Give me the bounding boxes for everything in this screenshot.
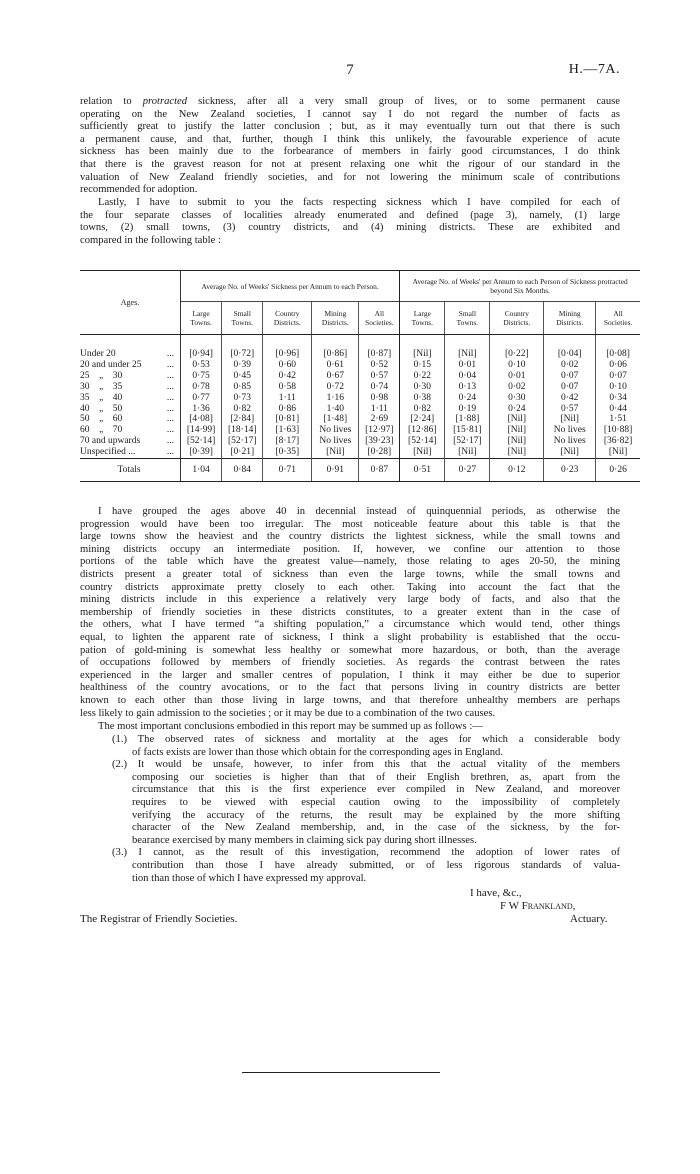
table-row <box>80 414 640 425</box>
age-label: 40 „ 50 <box>80 403 123 414</box>
value-cell: [0·35] <box>263 447 312 458</box>
grouped-paragraph <box>80 506 620 720</box>
age-label: 20 and under 25 <box>80 359 142 370</box>
value-cell: 0·39 <box>222 360 263 371</box>
value-cell: 0·01 <box>445 360 490 371</box>
value-cell: [39·23] <box>359 436 400 447</box>
conclusions-intro: The most important conclusions embodied in this report may be summed up as follows :— <box>98 721 483 732</box>
totals-cell: 0·91 <box>312 459 359 482</box>
value-cell: 1·36 <box>192 403 210 414</box>
value-cell: [Nil] <box>544 414 596 425</box>
value-cell: [Nil] <box>490 447 544 458</box>
intro-line <box>80 109 620 122</box>
conclusion-line: (3.) I cannot, as the result of this investigation, recommend the adoption of lower rates of <box>112 847 620 859</box>
column-header: Large Towns. <box>400 302 445 335</box>
value-cell: No lives <box>312 425 359 436</box>
column-header: Small Towns. <box>445 302 490 335</box>
value-cell: [18·14] <box>222 425 263 436</box>
leader-dots: ... <box>166 436 174 447</box>
grouped-lines-line: mining districts include in this experience a relatively very large body of facts, and also that the <box>80 594 620 606</box>
intro-segment: operating on the New Zealand societies, I cannot say I do not regard the number of facts as <box>80 108 620 120</box>
value-cell: [1·48] <box>312 414 359 425</box>
value-cell: [0·21] <box>222 447 263 458</box>
leader-dots: ... <box>166 359 174 370</box>
intro-line <box>80 96 620 109</box>
value-cell: 0·04 <box>445 371 490 382</box>
intro-line <box>80 146 620 159</box>
age-label: 35 „ 40 <box>80 392 123 403</box>
grouped-lines-line: membership of friendly societies in these districts constitutes, to a greater extent than in the case of <box>80 606 620 618</box>
value-cell: [8·17] <box>263 436 312 447</box>
age-cell <box>80 447 181 458</box>
age-label: 60 „ 70 <box>80 425 123 436</box>
value-cell: 0·34 <box>596 393 640 404</box>
conclusion-line: (1.) The observed rates of sickness and mortality at the ages for which a considerable body <box>112 734 620 745</box>
value-cell: [0·94] <box>189 349 213 359</box>
conclusion-line: bearance exercised by many members in claiming sick pay during short illnesses. <box>132 834 477 846</box>
grouped-lines-line: experienced in the larger and smaller centres of population, I think it may either be due to superior <box>80 669 620 681</box>
leader-dots: ... <box>166 447 174 458</box>
page-header <box>80 62 620 82</box>
value-cell: [12·86] <box>400 425 445 436</box>
value-cell: 0·42 <box>263 371 312 382</box>
page-number: 7 <box>346 62 354 78</box>
totals-cell: 1·04 <box>181 459 222 482</box>
leader-dots: ... <box>166 392 174 403</box>
grouped-lines-line: known to each other than those living in large towns, and that therefore unhealthy members are perhaps <box>80 694 620 706</box>
value-cell: [52·14] <box>400 436 445 447</box>
value-cell: 0·67 <box>312 371 359 382</box>
age-label: 70 and upwards <box>80 436 141 447</box>
value-cell: [0·08] <box>596 335 640 360</box>
value-cell: 0·38 <box>400 393 445 404</box>
value-cell: 0·42 <box>544 393 596 404</box>
value-cell: 0·22 <box>400 371 445 382</box>
column-header: Mining Districts. <box>544 302 596 335</box>
value-cell: [0·39] <box>189 447 213 458</box>
age-cell <box>80 360 181 371</box>
table-row <box>80 371 640 382</box>
intro-segment: protracted <box>142 96 188 107</box>
intro-segment: a permanent cause, and that, further, though I think this unlikely, the favourable experience of acute <box>80 133 620 145</box>
age-cell <box>80 404 181 415</box>
value-cell: 1·16 <box>312 393 359 404</box>
intro-line <box>80 134 620 147</box>
leader-dots: ... <box>166 349 174 359</box>
column-header: Large Towns. <box>181 302 222 335</box>
value-cell: [0·72] <box>222 335 263 360</box>
grouped-lines-line: progression would have been too irregular. The most noticeable feature about this table is that the <box>80 518 620 530</box>
conclusion-line: tion than those of which I have expressed my approval. <box>132 872 367 884</box>
conclusions-list <box>80 734 620 885</box>
totals-cell: 0·71 <box>263 459 312 482</box>
value-cell: 1·40 <box>312 404 359 415</box>
value-cell: No lives <box>544 436 596 447</box>
column-header: Country Districts. <box>490 302 544 335</box>
value-cell: 0·13 <box>445 382 490 393</box>
value-cell: [0·87] <box>359 335 400 360</box>
value-cell: 0·53 <box>192 359 210 370</box>
value-cell: [2·84] <box>222 414 263 425</box>
age-label: 50 „ 60 <box>80 414 123 425</box>
value-cell: 0·24 <box>445 393 490 404</box>
value-cell: [2·24] <box>400 414 445 425</box>
age-label: Unspecified ... <box>80 447 136 458</box>
value-cell: 0·74 <box>359 382 400 393</box>
age-cell <box>80 393 181 404</box>
leader-dots: ... <box>166 370 174 381</box>
value-cell: [15·81] <box>445 425 490 436</box>
lastly-lines-line: compared in the following table : <box>80 234 221 246</box>
age-cell <box>80 425 181 436</box>
value-cell: [Nil] <box>490 425 544 436</box>
leader-dots: ... <box>166 425 174 436</box>
group2-header: Average No. of Weeks' per Annum to each Person of Sickness protracted beyond Six Months. <box>400 271 640 302</box>
value-cell: 0·52 <box>359 360 400 371</box>
value-cell: [0·96] <box>263 335 312 360</box>
value-cell: 2·69 <box>359 414 400 425</box>
value-cell: [Nil] <box>490 414 544 425</box>
value-cell: No lives <box>544 425 596 436</box>
value-cell: [Nil] <box>596 447 640 458</box>
value-cell: 1·11 <box>359 404 400 415</box>
value-cell: 0·24 <box>490 404 544 415</box>
column-header: Mining Districts. <box>312 302 359 335</box>
value-cell: 0·44 <box>596 404 640 415</box>
value-cell: 0·77 <box>192 392 210 403</box>
grouped-lines-line: districts present a greater total of sickness than even the large towns, while the small towns and <box>80 568 620 580</box>
value-cell: [12·97] <box>359 425 400 436</box>
value-cell: 0·78 <box>192 381 210 392</box>
intro-segment: sickness, after all a very small group of lives, or to some permanent cause <box>187 96 620 107</box>
intro-paragraph <box>80 96 620 197</box>
age-cell <box>80 436 181 447</box>
intro-line <box>80 172 620 185</box>
value-cell: 1·11 <box>263 393 312 404</box>
leader-dots: ... <box>166 403 174 414</box>
value-cell: 0·86 <box>263 404 312 415</box>
table-row <box>80 425 640 436</box>
age-cell <box>80 414 181 425</box>
closing-rule <box>242 1072 440 1073</box>
grouped-lines-line: large towns show the heaviest and the country districts the lightest sickness, while the small towns and <box>80 531 620 543</box>
age-cell <box>80 382 181 393</box>
value-cell: 0·73 <box>222 393 263 404</box>
value-cell: 0·30 <box>400 382 445 393</box>
sickness-table <box>80 270 640 482</box>
leader-dots: ... <box>166 414 174 425</box>
value-cell: [1·88] <box>445 414 490 425</box>
conclusion-line: contribution than those I have already submitted, or of less rigorous standards of valua- <box>132 859 620 871</box>
table-row <box>80 393 640 404</box>
grouped-lines-line: the others, what I have termed “a shifting population,” a circumstance which would tend, other things <box>80 619 620 631</box>
totals-cell: 0·51 <box>400 459 445 482</box>
age-label: 30 „ 35 <box>80 381 123 392</box>
grouped-lines-line: country districts approximate pretty closely to each other. Taking into account the fact that the <box>80 581 620 593</box>
column-header: All Societies. <box>596 302 640 335</box>
value-cell: [14·99] <box>186 425 216 436</box>
value-cell: [52·14] <box>186 436 216 447</box>
value-cell: 0·72 <box>312 382 359 393</box>
value-cell: 0·98 <box>359 393 400 404</box>
grouped-lines-line: I have grouped the ages above 40 in decennial instead of quinquennial periods, as otherwise the <box>98 506 620 517</box>
age-cell <box>80 335 181 360</box>
conclusion-line: circumstance that this is the first experience ever compiled in New Zealand, and moreover <box>132 784 620 796</box>
value-cell: 0·57 <box>359 371 400 382</box>
intro-segment: sufficiently great to justify the latter conclusion ; but, as it may eventually turn out that there is such <box>80 121 620 133</box>
value-cell: 0·19 <box>445 404 490 415</box>
value-cell: No lives <box>312 436 359 447</box>
value-cell: 0·57 <box>544 404 596 415</box>
conclusion-line: character of the New Zealand membership, and, in the case of the sickness, by the for- <box>132 822 620 834</box>
value-cell: 0·85 <box>222 382 263 393</box>
value-cell: 0·60 <box>263 360 312 371</box>
table-row <box>80 382 640 393</box>
totals-cell: 0·26 <box>596 459 640 482</box>
table-row <box>80 436 640 447</box>
signoff-name <box>500 900 575 912</box>
value-cell: [0·04] <box>544 335 596 360</box>
totals-cell: 0·84 <box>222 459 263 482</box>
age-cell <box>80 371 181 382</box>
conclusion-line: of facts exists are lower than those which obtain for the corresponding ages in England. <box>132 746 503 758</box>
intro-segment: relation to <box>80 96 143 107</box>
table-row <box>80 335 640 360</box>
value-cell: [Nil] <box>544 447 596 458</box>
conclusion-line: (2.) It would be unsafe, however, to infer from this that the actual vitality of the members <box>112 759 620 771</box>
totals-cell: 0·23 <box>544 459 596 482</box>
value-cell: [Nil] <box>400 447 445 458</box>
value-cell: 0·02 <box>490 382 544 393</box>
value-cell: 0·10 <box>490 360 544 371</box>
lastly-lines-line: the four separate classes of localities already enumerated and defined (page 3), namely, (1) large <box>80 209 620 221</box>
table-row <box>80 404 640 415</box>
value-cell: [52·17] <box>445 436 490 447</box>
document-reference: H.—7A. <box>568 62 620 77</box>
value-cell: 0·07 <box>596 371 640 382</box>
lastly-lines-line: towns, (2) small towns, (3) country districts, and (4) mining districts. These are exhibited and <box>80 222 620 234</box>
value-cell: 0·30 <box>490 393 544 404</box>
totals-cell: 0·12 <box>490 459 544 482</box>
signoff-surname: Frankland, <box>521 900 576 912</box>
value-cell: 0·07 <box>544 382 596 393</box>
column-header: All Societies. <box>359 302 400 335</box>
lastly-lines-line: Lastly, I have to submit to you the facts respecting sickness which I have compiled for each of <box>98 197 620 208</box>
intro-line <box>80 159 620 172</box>
age-label: 25 „ 30 <box>80 370 123 381</box>
value-cell: 0·82 <box>222 404 263 415</box>
grouped-lines-line: portions of the table which have the greatest value—namely, those relating to ages 20-50, the mining <box>80 556 620 568</box>
value-cell: 0·07 <box>544 371 596 382</box>
intro-segment: sickness has been mainly due to the forbearance of members in fairly good circumstances, I do think <box>80 146 620 158</box>
grouped-lines-line: less likely to gain admission to the societies ; or it may be due to a combination of the two causes. <box>80 707 496 719</box>
grouped-lines-line: healthiness of the country avocations, or to the fact that persons living in country districts are better <box>80 682 620 694</box>
signoff-greeting: I have, &c., <box>470 887 522 899</box>
age-label: Under 20 <box>80 349 116 359</box>
totals-cell: 0·27 <box>445 459 490 482</box>
value-cell: 0·82 <box>400 404 445 415</box>
addressee: The Registrar of Friendly Societies. <box>80 913 238 925</box>
grouped-lines-line: mining districts occupy an intermediate position. If, however, we confine our attention to those <box>80 543 620 555</box>
conclusion-line: composing our societies is higher than that of their English brethren, as, apart from the <box>132 771 620 783</box>
value-cell: [Nil] <box>490 436 544 447</box>
value-cell: 0·06 <box>596 360 640 371</box>
value-cell: [0·28] <box>359 447 400 458</box>
signoff-title: Actuary. <box>570 913 608 925</box>
value-cell: [0·22] <box>490 335 544 360</box>
grouped-lines-line: equal, to lighten the apparent rate of sickness, I think a slight probability is established that the occu- <box>80 631 620 643</box>
totals-row <box>80 459 640 482</box>
value-cell: [0·81] <box>263 414 312 425</box>
intro-segment: recommended for adoption. <box>80 184 198 196</box>
value-cell: [10·88] <box>596 425 640 436</box>
intro-segment: that there is the gravest reason for not at present relaxing one whit the rigour of our standard in the <box>80 158 620 170</box>
value-cell: [0·86] <box>312 335 359 360</box>
value-cell: 0·75 <box>192 370 210 381</box>
value-cell: 0·15 <box>400 360 445 371</box>
value-cell: [Nil] <box>445 447 490 458</box>
table-row <box>80 360 640 371</box>
signoff-initials: F W <box>500 900 519 912</box>
value-cell: 0·10 <box>596 382 640 393</box>
conclusion-line: requires to be viewed with especial caution owing to the impossibility of completely <box>132 796 620 808</box>
grouped-lines-line: pation of gold-mining is somewhat less healthy or somewhat more hazardous, or both, than the average <box>80 644 620 656</box>
value-cell: 0·58 <box>263 382 312 393</box>
leader-dots: ... <box>166 381 174 392</box>
value-cell: [Nil] <box>445 335 490 360</box>
group1-header: Average No. of Weeks' Sickness per Annum to each Person. <box>181 271 400 302</box>
value-cell: 0·45 <box>222 371 263 382</box>
value-cell: [52·17] <box>222 436 263 447</box>
ages-header: Ages. <box>80 271 181 335</box>
lastly-paragraph <box>80 197 620 247</box>
column-header: Small Towns. <box>222 302 263 335</box>
value-cell: 0·61 <box>312 360 359 371</box>
totals-cell: 0·87 <box>359 459 400 482</box>
value-cell: [Nil] <box>400 335 445 360</box>
table-row <box>80 447 640 458</box>
intro-line <box>80 121 620 134</box>
value-cell: [4·08] <box>189 414 213 425</box>
grouped-lines-line: of occupations followed by members of friendly societies. As regards the contrast between the rates <box>80 657 620 669</box>
value-cell: 0·02 <box>544 360 596 371</box>
intro-line <box>80 184 620 197</box>
value-cell: [36·82] <box>596 436 640 447</box>
value-cell: 0·01 <box>490 371 544 382</box>
totals-label: Totals <box>80 459 181 482</box>
value-cell: [1·63] <box>263 425 312 436</box>
value-cell: 1·51 <box>596 414 640 425</box>
intro-segment: valuation of New Zealand friendly societies, and for not lowering the minimum scale of contributions <box>80 171 620 183</box>
conclusion-line: verifying the accuracy of the returns, the result may be explained by the more shifting <box>132 809 620 821</box>
column-header: Country Districts. <box>263 302 312 335</box>
value-cell: [Nil] <box>312 447 359 458</box>
